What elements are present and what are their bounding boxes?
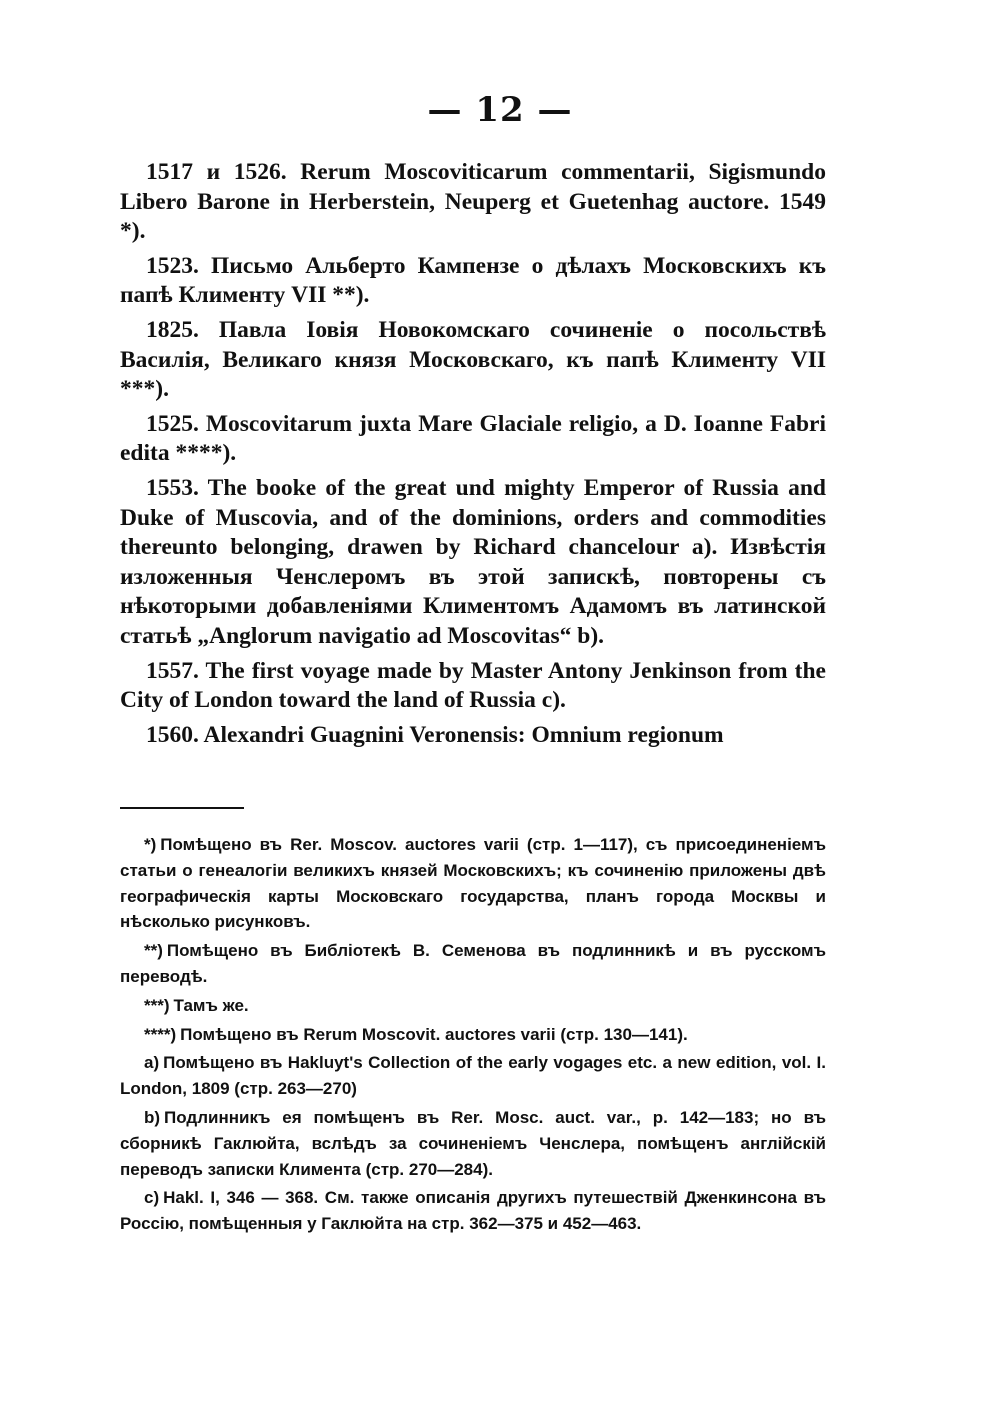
footnote-marker: b) <box>144 1107 161 1127</box>
page-number: — 12 — <box>427 90 573 130</box>
entry-text: The first voyage made by Master Antony Jenkinson from the City of London toward the land of Russia c). <box>120 657 826 714</box>
footnote-2 <box>120 938 826 990</box>
footnote-separator <box>120 807 244 809</box>
entry-year: 1553. <box>146 474 199 501</box>
entry-year: 1560. <box>146 721 199 748</box>
footnote-text: Hakl. I, 346 — 368. См. также описанія другихъ путешествій Дженкинсона въ Россію, помѣщенныя у Гаклюйта на стр. 362—375 и 452—463. <box>120 1188 826 1234</box>
entry-year: 1557. <box>146 657 199 684</box>
entry-1553 <box>120 474 826 652</box>
entry-text: Письмо Альберто Кампензе о дѣлахъ Московскихъ къ папѣ Клименту VII **). <box>120 252 826 309</box>
footnote-marker: ****) <box>144 1024 177 1044</box>
entry-1525 <box>120 410 826 469</box>
footnote-marker: ***) <box>144 995 170 1015</box>
footnotes <box>120 832 826 1240</box>
entry-text: Rerum Moscoviticarum commentarii, Sigismundo Libero Barone in Herberstein, Neuperg et Guetenhag auctore. 1549 *). <box>120 159 826 245</box>
footnote-marker: a) <box>144 1053 160 1073</box>
entry-1557 <box>120 657 826 716</box>
entry-1560 <box>120 721 826 751</box>
footnote-a <box>120 1050 826 1102</box>
entry-year: 1517 и 1526. <box>146 159 287 185</box>
main-text <box>120 158 826 755</box>
footnote-3 <box>120 993 826 1019</box>
footnote-1 <box>120 832 826 935</box>
entry-text: Павла Іовія Новокомскаго сочиненіе о посольствѣ Василія, Великаго князя Московскаго, къ папѣ Клименту VII ***). <box>120 316 827 403</box>
entry-text: The booke of the great und mighty Emperor of Russia and Duke of Muscovia, and of the dominions, orders and commodities thereunto belonging, drawen by Richard chancelour a). Извѣстія изложенныя Ченслеромъ въ этой запискѣ, повторены съ нѣкоторыми добавленіями Климентомъ Адамомъ въ латинской статьѣ „Anglorum navigatio ad Moscovitas“ b). <box>120 474 827 649</box>
entry-text: Alexandri Guagnini Veronensis: Omnium regionum <box>203 721 724 748</box>
entry-1523 <box>120 252 826 311</box>
footnote-text: Помѣщено въ Hakluyt's Collection of the early vogages etc. a new edition, vol. I. London, 1809 (стр. 263—270) <box>120 1053 826 1099</box>
footnote-text: Помѣщено въ Rer. Moscov. auctores varii (стр. 1—117), съ присоединеніемъ статьи о генеалогіи великихъ князей Московскихъ; къ сочиненію приложены двѣ географическія карты Московскаго государства, планъ города Москвы и нѣсколько рисунковъ. <box>120 835 826 932</box>
entry-1517 <box>120 158 826 247</box>
footnote-text: Тамъ же. <box>173 995 249 1015</box>
footnote-marker: c) <box>144 1188 160 1208</box>
footnote-text: Помѣщено въ Rerum Moscovit. auctores varii (стр. 130—141). <box>180 1024 688 1044</box>
footnote-c <box>120 1185 826 1237</box>
footnote-text: Помѣщено въ Библіотекѣ В. Семенова въ подлинникѣ и въ русскомъ переводѣ. <box>120 941 826 986</box>
entry-text: Moscovitarum juxta Mare Glaciale religio, a D. Ioanne Fabri edita ****). <box>120 410 826 467</box>
entry-year: 1525. <box>146 410 199 437</box>
footnote-text: Подлинникъ ея помѣщенъ въ Rer. Mosc. auct. var., p. 142—183; но въ сборникѣ Гаклюйта, вслѣдъ за сочиненіемъ Ченслера, помѣщенъ англійскій переводъ записки Климента (стр. 270—284). <box>120 1107 826 1179</box>
footnote-marker: *) <box>144 835 157 854</box>
entry-year: 1523. <box>146 252 199 279</box>
footnote-marker: **) <box>144 941 163 961</box>
entry-1825 <box>120 316 826 405</box>
footnote-4 <box>120 1022 826 1048</box>
footnote-b <box>120 1105 826 1182</box>
entry-year: 1825. <box>146 316 199 343</box>
